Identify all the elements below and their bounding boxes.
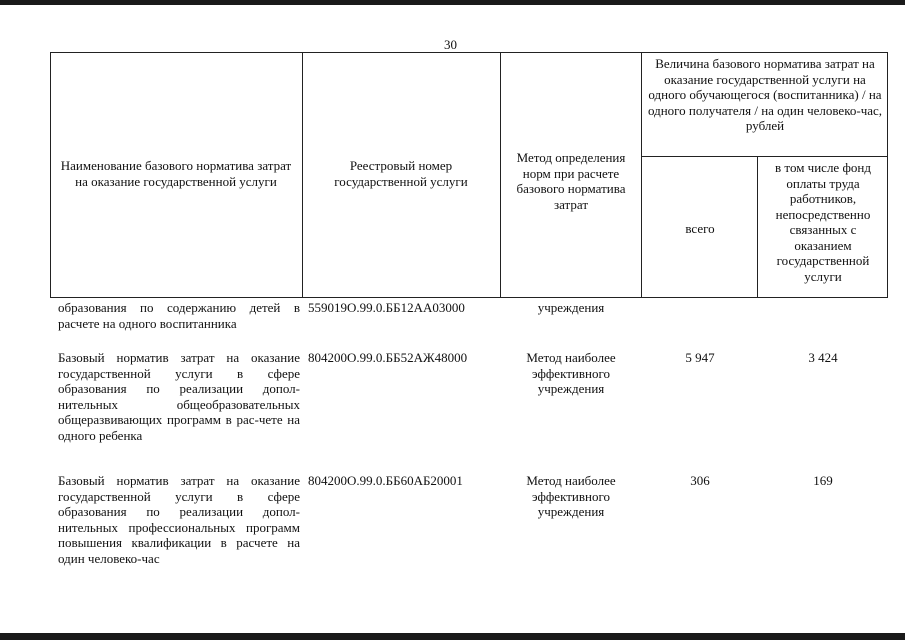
table-row-2-total: 306 <box>690 473 710 488</box>
header-right-border <box>887 52 888 298</box>
table-row-1-registry: 804200О.99.0.ББ52АЖ48000 <box>308 350 468 365</box>
table-row-0-method: учреждения <box>537 300 605 315</box>
header-col-method: Метод определения норм при расчете базового норматива затрат <box>516 150 626 212</box>
header-left-border <box>50 52 51 298</box>
page-number: 30 <box>444 37 457 52</box>
header-divider-4 <box>757 157 758 298</box>
header-bottom-border <box>50 297 888 298</box>
table-row-1-total: 5 947 <box>685 350 715 365</box>
table-row-2-name: Базовый норматив затрат на оказание государственной услуги в сфере образования по реализации допол-нительных профессиональных программ повышения квалификации в расчете на один человеко-час <box>58 473 300 566</box>
header-col-total: всего <box>685 221 715 236</box>
bottom-scan-border <box>0 633 905 640</box>
table-row-2-registry: 804200О.99.0.ББ60АБ20001 <box>308 473 463 488</box>
header-col-incl: в том числе фонд оплаты труда работников, непосредственно связанных с оказанием государственной услуги <box>775 160 871 284</box>
header-divider-3 <box>641 52 642 298</box>
table-row-1-name: Базовый норматив затрат на оказание государственной услуги в сфере образования по реализации допол-нительных общеобразовательных общеразвивающих программ в рас-чете на одного ребенка <box>58 350 300 443</box>
header-sub-divider <box>641 156 888 157</box>
table-row-2-method: Метод наиболее эффективного учреждения <box>526 473 616 519</box>
table-row-0-name: образования по содержанию детей в расчете на одного воспитанника <box>58 300 300 331</box>
table-row-1-method: Метод наиболее эффективного учреждения <box>526 350 616 396</box>
header-divider-2 <box>500 52 501 298</box>
header-col-name: Наименование базового норматива затрат на оказание государственной услуги <box>60 158 292 189</box>
header-top-border <box>50 52 888 53</box>
table-row-2-incl: 169 <box>813 473 833 488</box>
top-scan-border <box>0 0 905 5</box>
header-divider-1 <box>302 52 303 298</box>
header-col-registry: Реестровый номер государственной услуги <box>334 158 468 189</box>
table-row-0-registry: 559019О.99.0.ББ12АА03000 <box>308 300 465 315</box>
header-col-value-group: Величина базового норматива затрат на оказание государственной услуги на одного обучающегося (воспитанника) / на одного получателя / на один человеко-час, рублей <box>647 56 883 133</box>
table-row-1-incl: 3 424 <box>808 350 838 365</box>
